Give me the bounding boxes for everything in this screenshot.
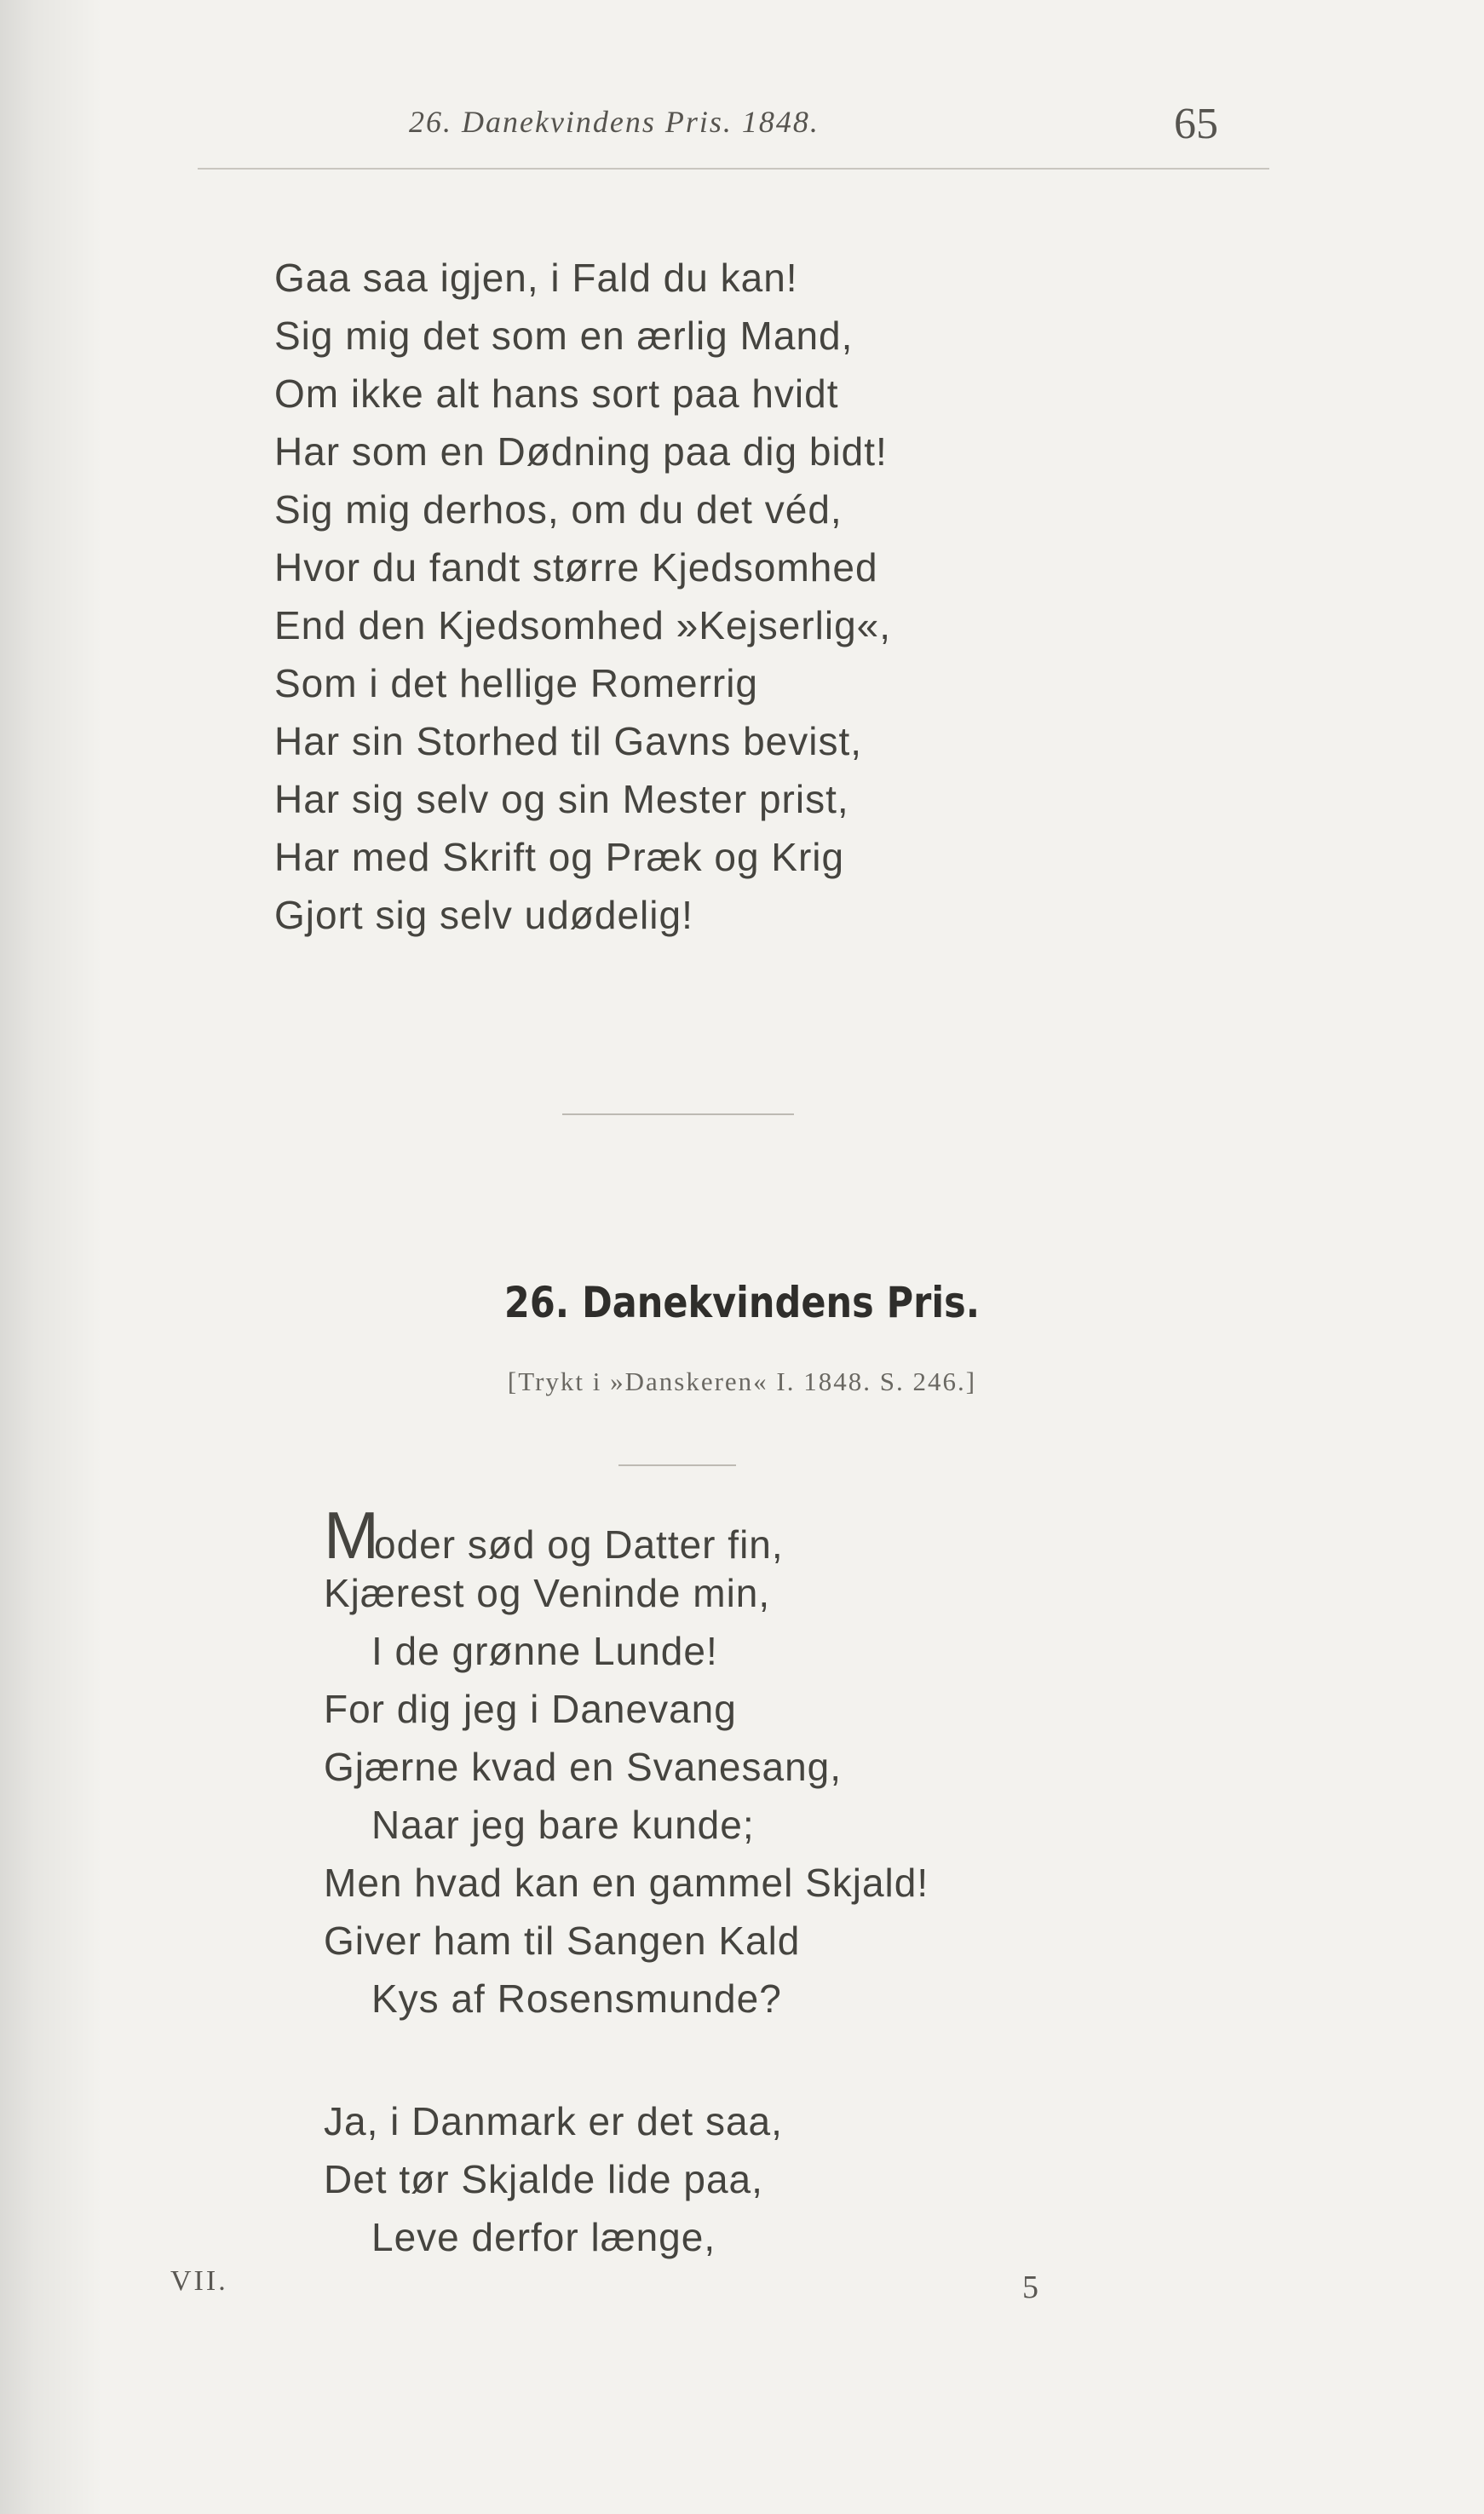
stanza-second (324, 2092, 783, 2266)
verse-line: Har sin Storhed til Gavns bevist, (274, 719, 863, 763)
verse-line: Har med Skrift og Præk og Krig (274, 835, 845, 879)
first-line-rest: oder sød og Datter fin, (373, 1522, 784, 1567)
verse-line: Gaa saa igjen, i Fald du kan! (274, 256, 798, 300)
section-divider (562, 1113, 794, 1115)
header-rule (198, 168, 1269, 170)
source-note: [Trykt i »Danskeren« I. 1848. S. 246.] (507, 1366, 977, 1396)
verse-line: Men hvad kan en gammel Skjald! (324, 1861, 929, 1905)
verse-line: Det tør Skjalde lide paa, (324, 2157, 763, 2201)
verse-line: Kjærest og Veninde min, (324, 1571, 771, 1615)
signature-mark: VII. (170, 2265, 228, 2297)
page-number: 65 (1174, 100, 1218, 148)
verse-line: Sig mig det som en ærlig Mand, (274, 314, 854, 358)
verse-line: Om ikke alt hans sort paa hvidt (274, 371, 839, 416)
verse-line: Kys af Rosensmunde? (371, 1976, 782, 2021)
verse-line: Gjærne kvad en Svanesang, (324, 1745, 843, 1789)
verse-line: Som i det hellige Romerrig (274, 661, 759, 705)
verse-line: Hvor du fandt større Kjedsomhed (274, 545, 878, 590)
drop-cap: M (324, 1498, 374, 1573)
stanza-continued (274, 249, 891, 944)
heading-divider (618, 1464, 736, 1466)
verse-line: Giver ham til Sangen Kald (324, 1919, 801, 1963)
verse-line: Har som en Dødning paa dig bidt! (274, 429, 888, 474)
verse-line-first (324, 1498, 929, 1573)
verse-line: Sig mig derhos, om du det véd, (274, 487, 843, 532)
stanza-first (324, 1498, 929, 2028)
poem-heading: 26. Danekvindens Pris. (503, 1278, 981, 1327)
running-title: 26. Danekvindens Pris. 1848. (409, 105, 820, 139)
verse-line: I de grønne Lunde! (371, 1629, 718, 1673)
sheet-number: 5 (1022, 2270, 1038, 2305)
verse-line: Ja, i Danmark er det saa, (324, 2099, 783, 2143)
verse-line: Naar jeg bare kunde; (371, 1803, 755, 1847)
verse-line: Gjort sig selv udødelig! (274, 893, 693, 937)
verse-line: Har sig selv og sin Mester prist, (274, 777, 849, 821)
running-head (0, 100, 1484, 172)
verse-line: For dig jeg i Danevang (324, 1687, 737, 1731)
verse-line: Leve derfor længe, (371, 2215, 716, 2259)
verse-line: End den Kjedsomhed »Kejserlig«, (274, 603, 892, 647)
